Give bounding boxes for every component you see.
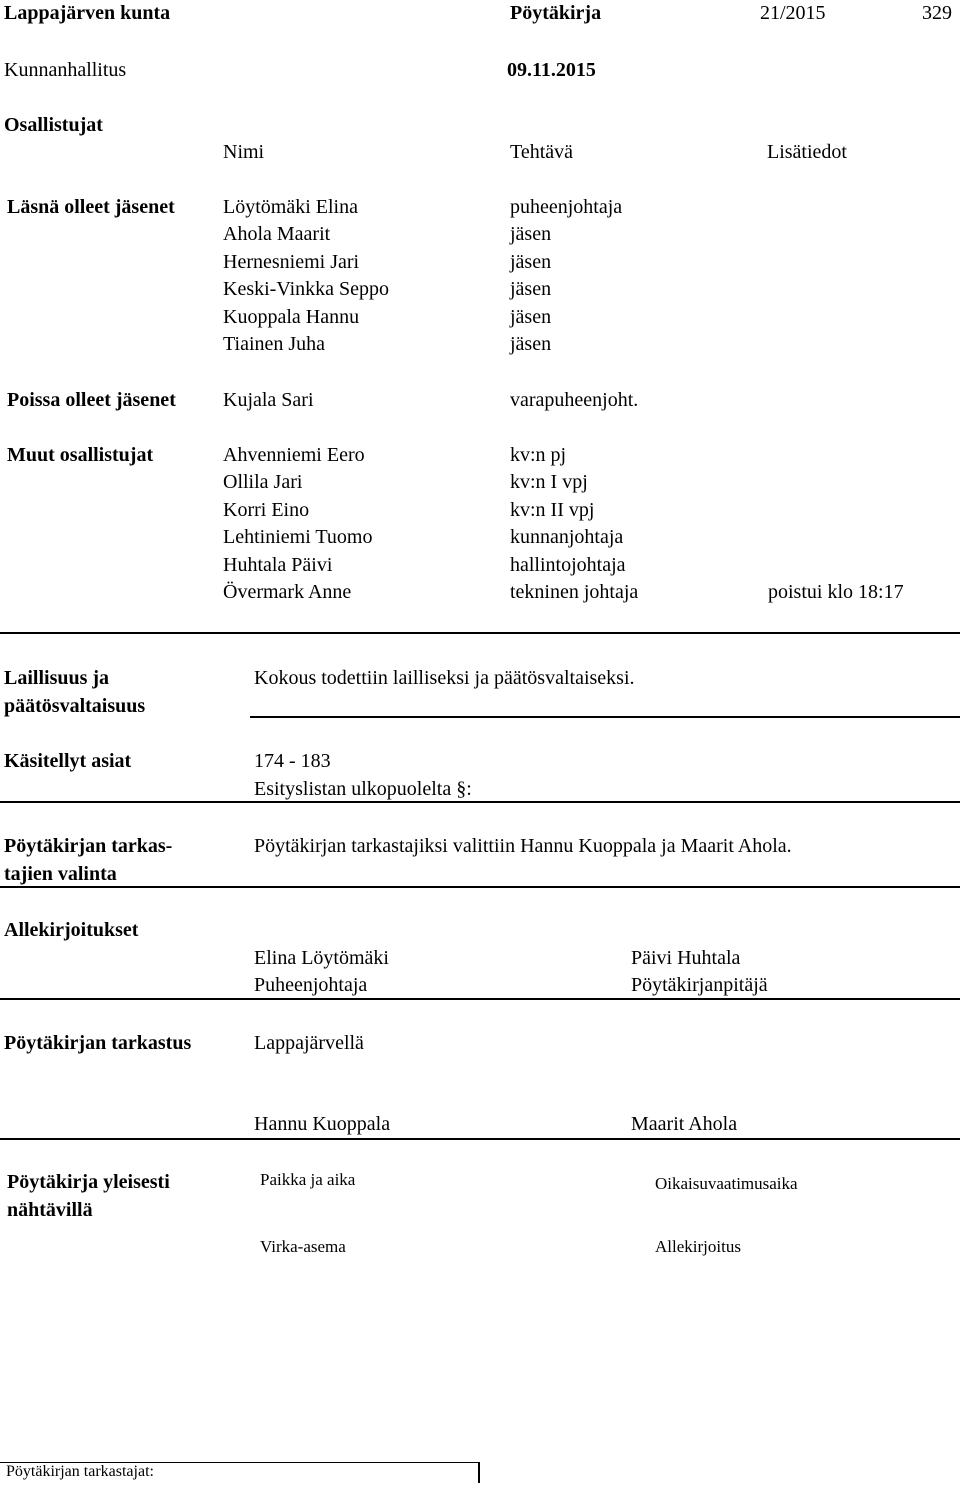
review-label: Pöytäkirjan tarkastus (4, 1032, 192, 1054)
legality-label-line2: päätösvaltaisuus (4, 695, 146, 717)
reviewers-choice-text: Pöytäkirjan tarkastajiksi valittiin Hannu Kuoppala ja Maarit Ahola. (254, 835, 792, 857)
present-member-name: Hernesniemi Jari (223, 250, 360, 273)
municipality-name: Lappajärven kunta (4, 2, 171, 24)
reviewers-choice-label-line2: tajien valinta (4, 863, 117, 885)
chair-title: Puheenjohtaja (254, 974, 368, 996)
present-member-name: Keski-Vinkka Seppo (223, 278, 389, 301)
present-member-name: Löytömäki Elina (223, 196, 358, 218)
other-participant-name: Lehtiniemi Tuomo (223, 526, 373, 549)
legality-label-line1: Laillisuus ja (4, 667, 110, 689)
divider (0, 801, 960, 803)
meeting-date: 09.11.2015 (507, 59, 596, 81)
present-member-role: jäsen (510, 305, 552, 328)
place-time-label: Paikka ja aika (260, 1170, 356, 1189)
other-participant-info: poistui klo 18:17 (768, 580, 904, 603)
present-members-label: Läsnä olleet jäsenet (7, 196, 175, 218)
other-participant-role: hallintojohtaja (510, 553, 626, 576)
footer-reviewers-label: Pöytäkirjan tarkastajat: (6, 1463, 154, 1480)
absent-member-name: Kujala Sari (223, 389, 314, 411)
appeal-period-label: Oikaisuvaatimusaika (655, 1174, 798, 1193)
absent-members-names (223, 387, 314, 414)
other-participant-name: Ollila Jari (223, 471, 303, 494)
divider (0, 1138, 960, 1140)
reviewer-1-name: Hannu Kuoppala (254, 1113, 391, 1135)
divider (250, 716, 960, 718)
column-name-header: Nimi (223, 141, 265, 163)
present-member-name: Ahola Maarit (223, 223, 331, 246)
other-participants-label: Muut osallistujat (7, 444, 154, 466)
absent-member-role: varapuheenjoht. (510, 389, 639, 411)
other-participant-info (768, 524, 904, 551)
other-participant-role: kv:n II vpj (510, 498, 595, 521)
handled-items-range: 174 - 183 (254, 750, 331, 772)
organ-name: Kunnanhallitus (4, 59, 127, 81)
reviewers-choice-label-line1: Pöytäkirjan tarkas- (4, 835, 173, 857)
column-info-header: Lisätiedot (767, 141, 847, 163)
page-number: 329 (922, 2, 952, 24)
column-role-header: Tehtävä (510, 141, 574, 163)
document-type: Pöytäkirja (510, 2, 602, 24)
secretary-title: Pöytäkirjanpitäjä (631, 974, 768, 996)
other-participant-info (768, 552, 904, 579)
present-member-name: Kuoppala Hannu (223, 305, 360, 328)
secretary-name: Päivi Huhtala (631, 947, 741, 969)
handled-items-label: Käsitellyt asiat (4, 750, 132, 772)
public-label-line1: Pöytäkirja yleisesti (7, 1171, 170, 1193)
present-member-role: puheenjohtaja (510, 196, 623, 218)
chair-name: Elina Löytömäki (254, 947, 389, 969)
present-members-roles (510, 194, 622, 358)
other-participant-info (768, 497, 904, 524)
other-participant-name: Ahvenniemi Eero (223, 444, 365, 466)
review-place: Lappajärvellä (254, 1032, 364, 1054)
other-participant-role: tekninen johtaja (510, 580, 639, 603)
divider (0, 998, 960, 1000)
other-participant-info (768, 442, 904, 469)
other-participants-names (223, 442, 372, 606)
present-member-name: Tiainen Juha (223, 332, 326, 355)
legality-text: Kokous todettiin lailliseksi ja päätösvaltaiseksi. (254, 667, 635, 689)
participants-title: Osallistujat (4, 114, 103, 136)
other-participant-name: Korri Eino (223, 498, 310, 521)
present-member-role: jäsen (510, 278, 552, 301)
absent-members-label: Poissa olleet jäsenet (7, 389, 176, 411)
other-participant-role: kunnanjohtaja (510, 526, 624, 549)
other-participant-role: kv:n I vpj (510, 471, 588, 494)
present-member-role: jäsen (510, 250, 552, 273)
other-participants-roles (510, 442, 638, 606)
divider (0, 632, 960, 634)
public-label-line2: nähtävillä (7, 1199, 93, 1221)
other-participant-name: Övermark Anne (223, 580, 352, 603)
handled-items-extra: Esityslistan ulkopuolelta §: (254, 778, 472, 800)
official-position-label: Virka-asema (260, 1237, 346, 1256)
document-number: 21/2015 (760, 2, 826, 24)
signature-label: Allekirjoitus (655, 1237, 741, 1256)
present-member-role: jäsen (510, 223, 552, 246)
divider (0, 886, 960, 888)
other-participants-info (768, 442, 904, 606)
other-participant-name: Huhtala Päivi (223, 553, 333, 576)
absent-members-roles (510, 387, 638, 414)
present-members-names (223, 194, 389, 358)
other-participant-info (768, 469, 904, 496)
reviewer-2-name: Maarit Ahola (631, 1113, 738, 1135)
present-member-role: jäsen (510, 332, 552, 355)
signatures-label: Allekirjoitukset (4, 919, 139, 941)
other-participant-role: kv:n pj (510, 444, 567, 466)
